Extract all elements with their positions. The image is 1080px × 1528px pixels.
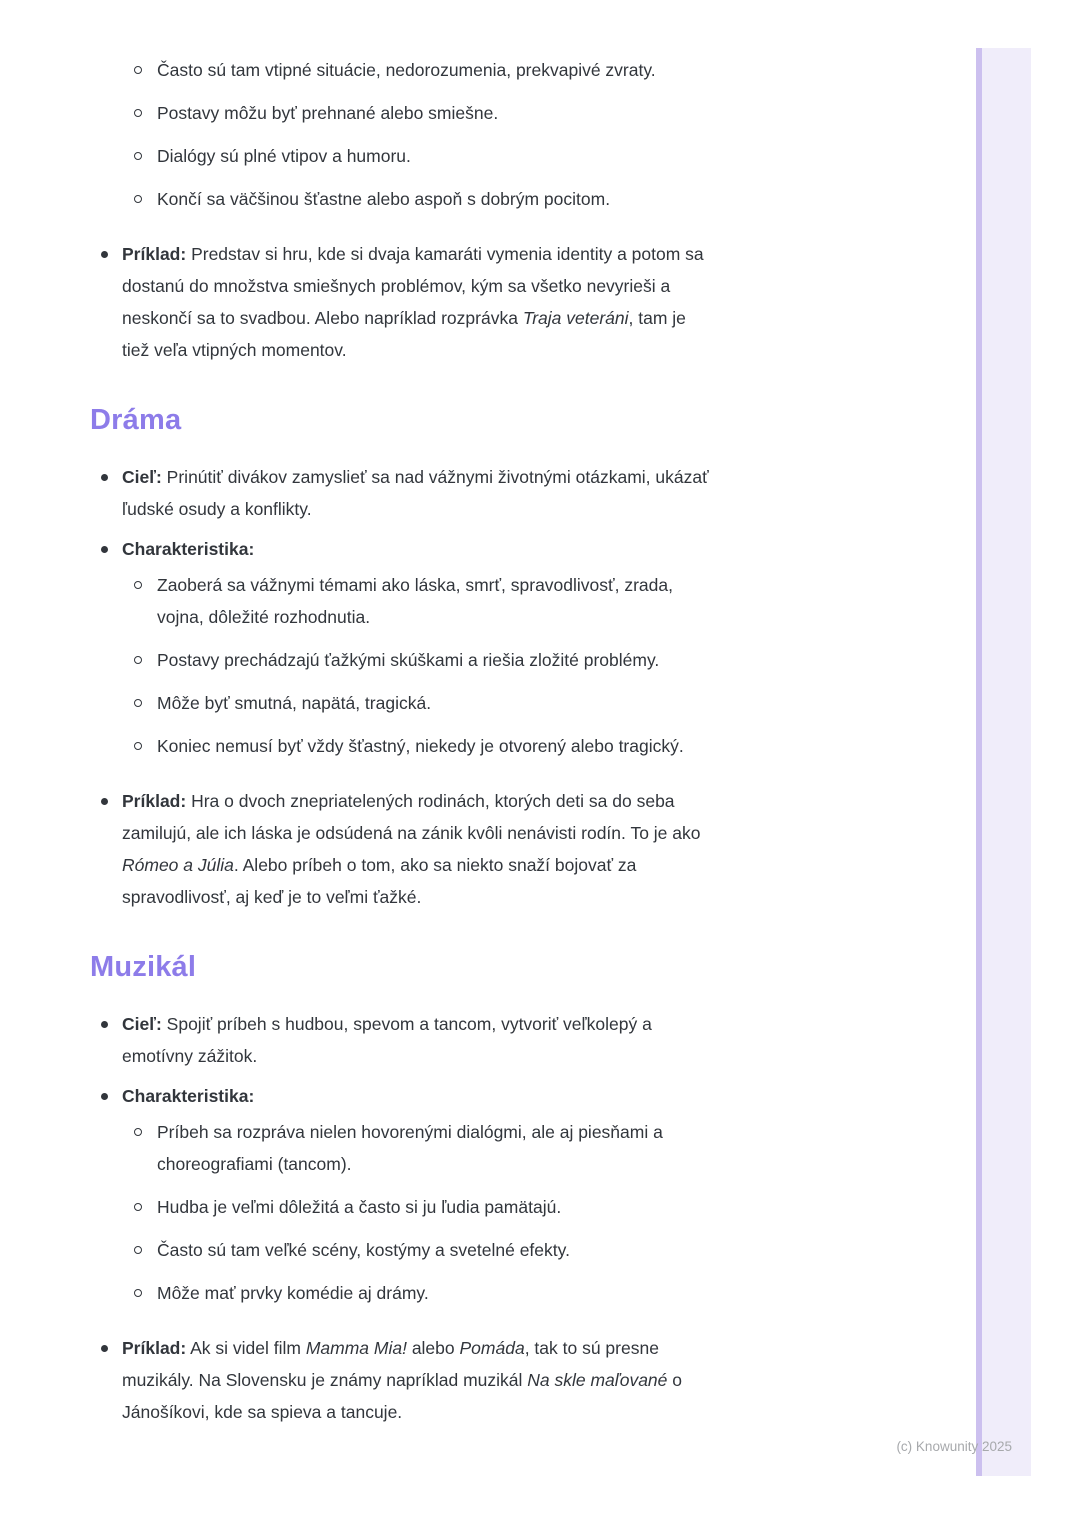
- text-segment: emotívny zážitok.: [122, 1046, 258, 1066]
- list-item-text: [157, 140, 947, 172]
- list-item: [90, 97, 947, 129]
- characteristics-label: [90, 1080, 912, 1112]
- text-segment: Predstav si hru, kde si dvaja kamaráti vymenia identity a potom sa: [186, 244, 704, 264]
- text-segment: Traja veteráni: [522, 308, 629, 328]
- text-segment: Prinútiť divákov zamyslieť sa nad vážnymi životnými otázkami, ukázať: [161, 467, 709, 487]
- dot-bullet-icon: [101, 546, 108, 553]
- text-segment: Jánošíkovi, kde sa spieva a tancuje.: [122, 1402, 403, 1422]
- text-line: [157, 54, 947, 86]
- example-paragraph: [90, 238, 912, 366]
- text-line: [122, 881, 912, 913]
- characteristics-label-text: [122, 533, 912, 565]
- text-line: [122, 334, 912, 366]
- text-segment: Charakteristika:: [122, 1086, 255, 1106]
- text-segment: Na skle maľované: [527, 1370, 668, 1390]
- dot-bullet-icon: [101, 1345, 108, 1352]
- scrollbar-track[interactable]: [976, 48, 1031, 1476]
- text-segment: Pomáda: [459, 1338, 525, 1358]
- text-line: [122, 817, 912, 849]
- text-segment: Dialógy sú plné vtipov a humoru.: [157, 146, 411, 166]
- list-item: [90, 687, 947, 719]
- text-line: [122, 461, 912, 493]
- text-segment: zamilujú, ale ich láska je odsúdená na zánik kvôli nenávisti rodín. To je ako: [122, 823, 701, 843]
- text-segment: Končí sa väčšinou šťastne alebo aspoň s dobrým pocitom.: [157, 189, 611, 209]
- text-line: [157, 601, 947, 633]
- list-item: [90, 1277, 947, 1309]
- circle-bullet-icon: [134, 1289, 142, 1297]
- example-paragraph: [90, 1332, 912, 1428]
- text-segment: muzikály. Na Slovensku je známy napríklad muzikál: [122, 1370, 528, 1390]
- text-segment: Môže byť smutná, napätá, tragická.: [157, 693, 432, 713]
- goal-text: [122, 1008, 912, 1072]
- text-line: [157, 569, 947, 601]
- text-segment: Hudba je veľmi dôležitá a často si ju ľudia pamätajú.: [157, 1197, 562, 1217]
- circle-bullet-icon: [134, 152, 142, 160]
- list-item: [90, 569, 947, 633]
- circle-bullet-icon: [134, 1246, 142, 1254]
- dot-bullet-icon: [101, 1021, 108, 1028]
- list-item-text: [157, 1234, 947, 1266]
- text-segment: Postavy môžu byť prehnané alebo smiešne.: [157, 103, 499, 123]
- text-line: [122, 1332, 912, 1364]
- list-item: [90, 1191, 947, 1223]
- list-item-text: [157, 730, 947, 762]
- circle-bullet-icon: [134, 1128, 142, 1136]
- goal-item: [90, 1008, 912, 1072]
- list-item-text: [157, 569, 947, 633]
- text-line: [157, 644, 947, 676]
- circle-bullet-icon: [134, 1203, 142, 1211]
- dot-bullet-icon: [101, 251, 108, 258]
- circle-bullet-icon: [134, 742, 142, 750]
- text-line: [122, 533, 912, 565]
- text-segment: neskončí sa to svadbou. Alebo napríklad rozprávka: [122, 308, 523, 328]
- text-segment: Koniec nemusí byť vždy šťastný, niekedy je otvorený alebo tragický.: [157, 736, 684, 756]
- dot-bullet-icon: [101, 474, 108, 481]
- text-segment: spravodlivosť, aj keď je to veľmi ťažké.: [122, 887, 422, 907]
- example-paragraph: [90, 785, 912, 913]
- list-item: [90, 730, 947, 762]
- text-segment: Cieľ:: [122, 1014, 162, 1034]
- example-text: [122, 238, 912, 366]
- copyright-footer: (c) Knowunity 2025: [896, 1439, 1012, 1454]
- circle-bullet-icon: [134, 699, 142, 707]
- text-line: [157, 730, 947, 762]
- characteristics-label: [90, 533, 912, 565]
- text-segment: Cieľ:: [122, 467, 162, 487]
- list-item: [90, 54, 947, 86]
- text-line: [122, 785, 912, 817]
- section-title-drama: Dráma: [90, 404, 182, 436]
- text-line: [122, 1396, 912, 1428]
- text-line: [122, 493, 912, 525]
- text-segment: o: [667, 1370, 683, 1390]
- text-segment: Príbeh sa rozpráva nielen hovorenými dialógmi, ale aj piesňami a: [157, 1122, 663, 1142]
- text-segment: , tak to sú presne: [524, 1338, 659, 1358]
- list-item: [90, 140, 947, 172]
- text-line: [157, 97, 947, 129]
- text-segment: Mamma Mia!: [305, 1338, 407, 1358]
- dot-bullet-icon: [101, 1093, 108, 1100]
- goal-text: [122, 461, 912, 525]
- text-line: [122, 1364, 912, 1396]
- text-segment: Príklad:: [122, 244, 187, 264]
- text-line: [122, 1040, 912, 1072]
- text-segment: Spojiť príbeh s hudbou, spevom a tancom, vytvoriť veľkolepý a: [161, 1014, 652, 1034]
- list-item-text: [157, 54, 947, 86]
- text-segment: Často sú tam veľké scény, kostýmy a svetelné efekty.: [157, 1240, 570, 1260]
- text-line: [157, 183, 947, 215]
- text-segment: vojna, dôležité rozhodnutia.: [157, 607, 371, 627]
- text-segment: Ak si videl film: [186, 1338, 306, 1358]
- list-item-text: [157, 1277, 947, 1309]
- text-segment: Postavy prechádzajú ťažkými skúškami a riešia zložité problémy.: [157, 650, 660, 670]
- list-item-text: [157, 183, 947, 215]
- text-segment: Charakteristika:: [122, 539, 255, 559]
- intro-sublist: [90, 54, 960, 215]
- circle-bullet-icon: [134, 109, 142, 117]
- text-line: [157, 1277, 947, 1309]
- text-segment: Často sú tam vtipné situácie, nedorozumenia, prekvapivé zvraty.: [157, 60, 656, 80]
- list-item-text: [157, 687, 947, 719]
- dot-bullet-icon: [101, 798, 108, 805]
- text-line: [157, 687, 947, 719]
- text-segment: dostanú do množstva smiešnych problémov, kým sa všetko nevyrieši a: [122, 276, 671, 296]
- text-segment: Zaoberá sa vážnymi témami ako láska, smrť, spravodlivosť, zrada,: [157, 575, 673, 595]
- text-line: [122, 302, 912, 334]
- list-item-text: [157, 1191, 947, 1223]
- text-line: [122, 1080, 912, 1112]
- circle-bullet-icon: [134, 66, 142, 74]
- list-item: [90, 644, 947, 676]
- text-line: [122, 1008, 912, 1040]
- example-text: [122, 785, 912, 913]
- scrollbar-thumb[interactable]: [976, 48, 982, 1476]
- text-line: [157, 1234, 947, 1266]
- text-line: [157, 140, 947, 172]
- text-segment: tiež veľa vtipných momentov.: [122, 340, 347, 360]
- text-segment: Rómeo a Júlia: [122, 855, 234, 875]
- text-line: [122, 238, 912, 270]
- text-segment: Príklad:: [122, 791, 187, 811]
- text-segment: Hra o dvoch znepriatelených rodinách, ktorých deti sa do seba: [186, 791, 675, 811]
- list-item-text: [157, 644, 947, 676]
- text-segment: choreografiami (tancom).: [157, 1154, 352, 1174]
- text-segment: , tam je: [628, 308, 686, 328]
- text-line: [157, 1191, 947, 1223]
- text-segment: . Alebo príbeh o tom, ako sa niekto snaží bojovať za: [233, 855, 637, 875]
- text-segment: ľudské osudy a konflikty.: [122, 499, 312, 519]
- text-line: [122, 270, 912, 302]
- section-title-muzikal: Muzikál: [90, 951, 197, 983]
- text-segment: Príklad:: [122, 1338, 187, 1358]
- muzikal-characteristics-sublist: [90, 1116, 960, 1309]
- drama-characteristics-sublist: [90, 569, 960, 762]
- list-item: [90, 183, 947, 215]
- circle-bullet-icon: [134, 656, 142, 664]
- circle-bullet-icon: [134, 581, 142, 589]
- text-line: [122, 849, 912, 881]
- goal-item: [90, 461, 912, 525]
- characteristics-label-text: [122, 1080, 912, 1112]
- text-line: [157, 1148, 947, 1180]
- list-item: [90, 1116, 947, 1180]
- list-item-text: [157, 1116, 947, 1180]
- list-item-text: [157, 97, 947, 129]
- text-segment: Môže mať prvky komédie aj drámy.: [157, 1283, 429, 1303]
- circle-bullet-icon: [134, 195, 142, 203]
- list-item: [90, 1234, 947, 1266]
- example-text: [122, 1332, 912, 1428]
- text-line: [157, 1116, 947, 1148]
- text-segment: alebo: [406, 1338, 460, 1358]
